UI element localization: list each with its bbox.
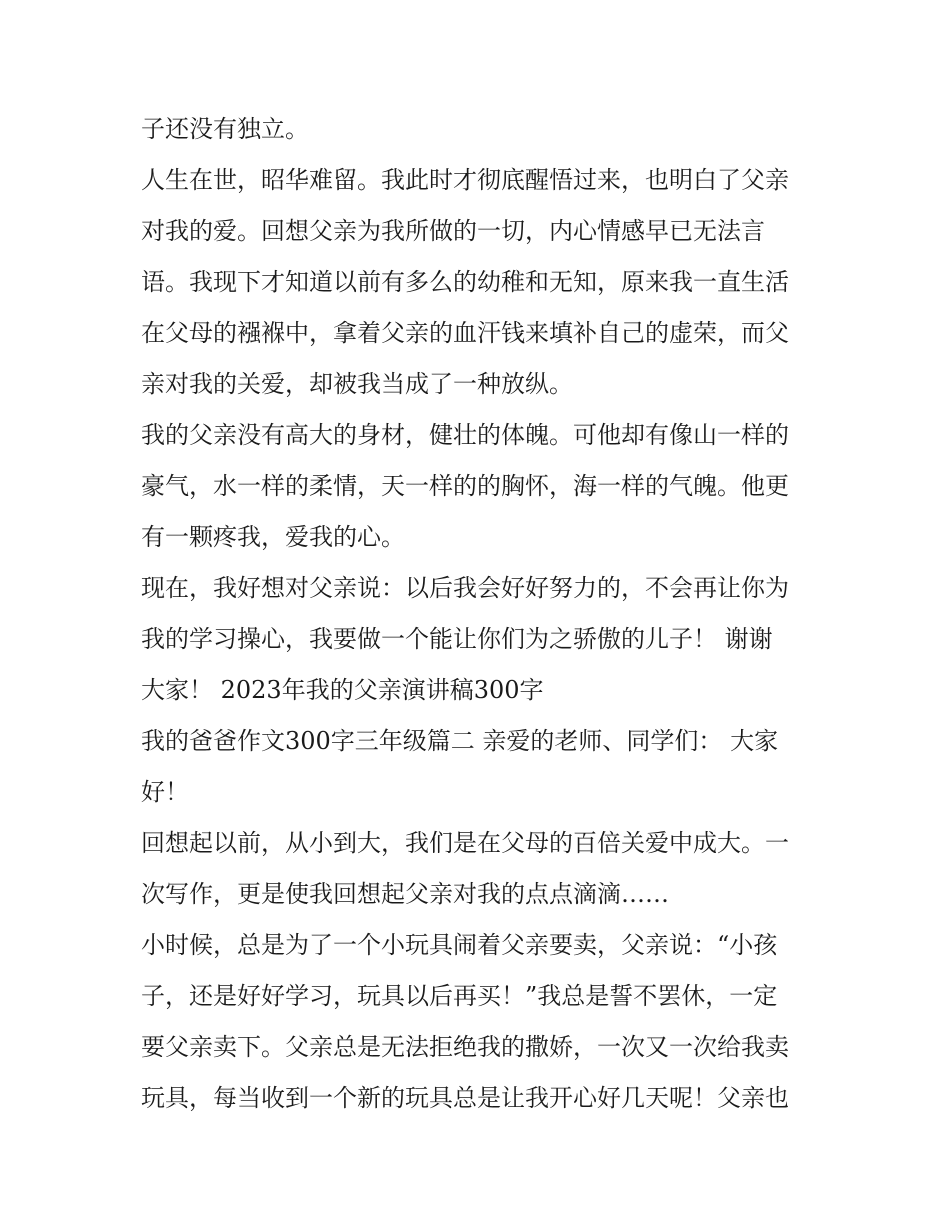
text-line: 对我的爱。回想父亲为我所做的一切，内心情感早已无法言 — [141, 217, 765, 245]
text-line: 有一颗疼我，爱我的心。 — [141, 523, 405, 551]
text-line: 语。我现下才知道以前有多么的幼稚和无知，原来我一直生活 — [141, 268, 789, 296]
text-line: 亲对我的关爱，却被我当成了一种放纵。 — [141, 370, 573, 398]
text-line: 小时候，总是为了一个小玩具闹着父亲要卖，父亲说：“小孩 — [141, 931, 778, 959]
text-line: 豪气，水一样的柔情，天一样的的胸怀，海一样的气魄。他更 — [141, 472, 789, 500]
text-line: 在父母的襁褓中，拿着父亲的血汗钱来填补自己的虚荣，而父 — [141, 319, 789, 347]
text-line: 要父亲卖下。父亲总是无法拒绝我的撒娇，一次又一次给我卖 — [141, 1033, 789, 1061]
text-line: 子，还是好好学习，玩具以后再买！”我总是誓不罢休，一定 — [141, 982, 778, 1010]
text-line: 大家！ 2023年我的父亲演讲稿300字 — [141, 676, 544, 704]
text-line: 子还没有独立。 — [141, 115, 309, 143]
text-line: 次写作，更是使我回想起父亲对我的点点滴滴…… — [141, 880, 669, 908]
text-line: 我的学习操心，我要做一个能让你们为之骄傲的儿子！ 谢谢 — [141, 625, 773, 653]
text-line: 人生在世，昭华难留。我此时才彻底醒悟过来，也明白了父亲 — [141, 166, 789, 194]
text-line: 我的爸爸作文300字三年级篇二 亲爱的老师、同学们： 大家 — [141, 727, 779, 755]
text-line: 好！ — [141, 778, 189, 806]
body-text — [141, 104, 813, 1124]
text-line: 玩具，每当收到一个新的玩具总是让我开心好几天呢！父亲也 — [141, 1084, 789, 1112]
text-line: 现在，我好想对父亲说：以后我会好好努力的，不会再让你为 — [141, 574, 789, 602]
text-line: 我的父亲没有高大的身材，健壮的体魄。可他却有像山一样的 — [141, 421, 789, 449]
text-line: 回想起以前，从小到大，我们是在父母的百倍关爱中成大。一 — [141, 829, 789, 857]
